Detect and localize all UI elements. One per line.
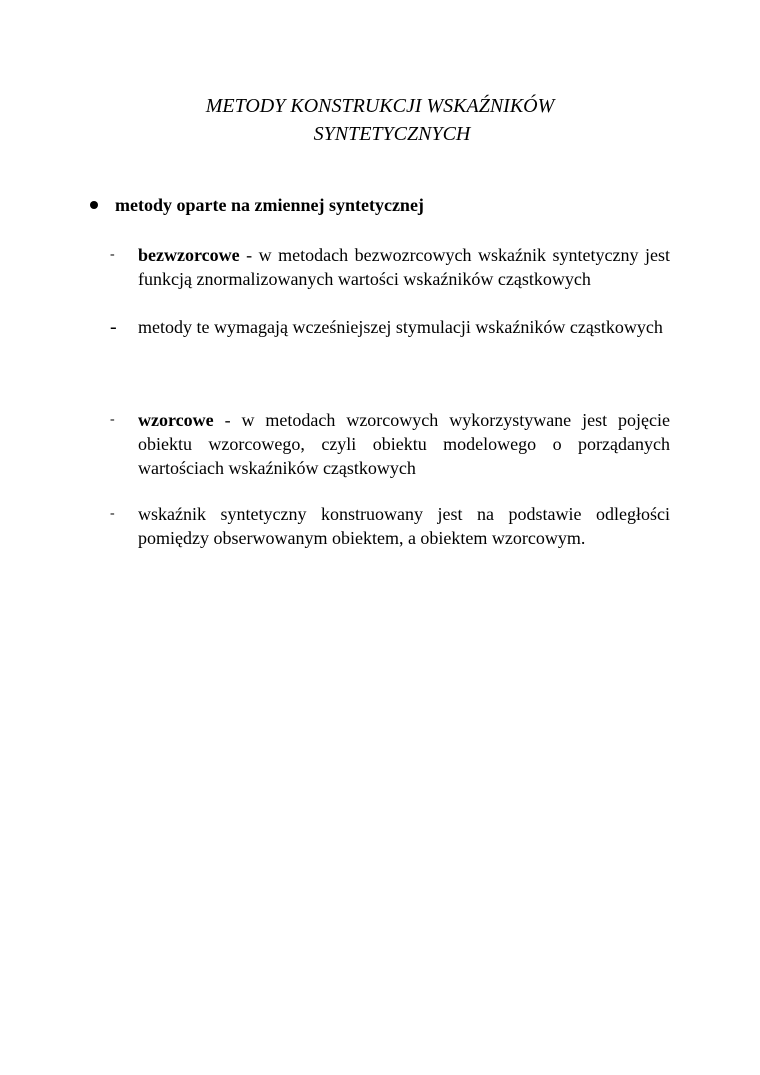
bullet-dot-icon	[90, 201, 98, 209]
list-item-wzorcowe	[110, 408, 670, 480]
main-bullet-item	[88, 193, 424, 217]
dash-marker: -	[110, 506, 115, 521]
title-line-1: METODY KONSTRUKCJI WSKAŹNIKÓW	[205, 95, 555, 117]
main-bullet-text: metody oparte na zmiennej syntetycznej	[115, 195, 424, 215]
item-description: - w metodach bezwozrcowych wskaźnik syntetyczny jest funkcją znormalizowanych wartości wskaźników cząstkowych	[138, 245, 670, 289]
term-wzorcowe: wzorcowe	[138, 410, 214, 430]
term-bezwzorcowe: bezwzorcowe	[138, 245, 240, 265]
item-description: - w metodach wzorcowych wykorzystywane jest pojęcie obiektu wzorcowego, czyli obiektu modelowego o porządanych wartościach wskaźników cząstkowych	[138, 410, 670, 478]
list-item-text	[138, 408, 670, 480]
list-item-text	[138, 243, 670, 291]
title-line-2: SYNTETYCZNYCH	[313, 123, 471, 145]
list-item-text	[138, 502, 670, 550]
item-description: wskaźnik syntetyczny konstruowany jest na podstawie odległości pomiędzy obserwowanym obiektem, a obiektem wzorcowym.	[138, 504, 670, 548]
list-item-stymulacja	[110, 315, 670, 339]
page-title	[0, 92, 760, 148]
dash-marker: -	[110, 247, 115, 262]
list-item-text	[138, 315, 670, 339]
list-item-bezwzorcowe	[110, 243, 670, 291]
item-description: metody te wymagają wcześniejszej stymulacji wskaźników cząstkowych	[138, 317, 663, 337]
dash-marker: -	[110, 412, 115, 427]
dash-marker: -	[110, 316, 117, 338]
list-item-wskaznik-syntetyczny	[110, 502, 670, 550]
